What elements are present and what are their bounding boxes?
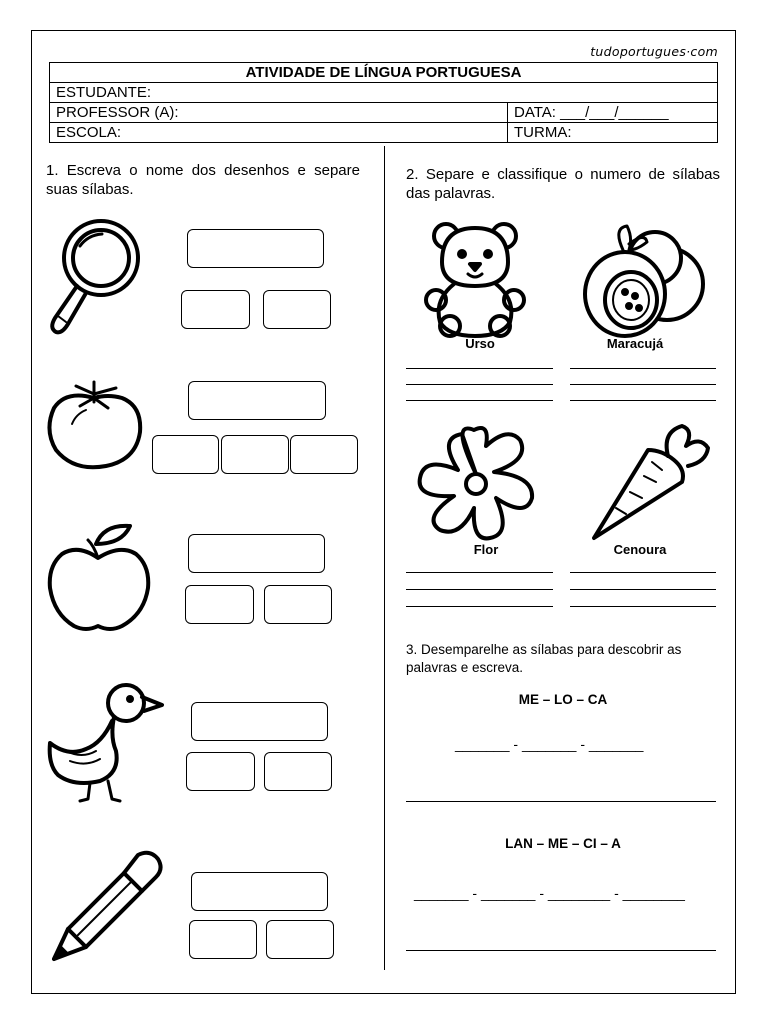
answer-line[interactable] — [570, 572, 716, 573]
syllables-word2: LAN – ME – CI – A — [505, 836, 621, 851]
answer-line[interactable] — [406, 384, 553, 385]
teddy-bear-icon — [424, 220, 530, 338]
answer-line-word1[interactable] — [406, 801, 716, 802]
syllable-blanks-word2[interactable]: _______ - _______ - ________ - ________ — [414, 885, 685, 901]
apple-icon — [48, 522, 150, 634]
answer-line[interactable] — [406, 400, 553, 401]
answer-line[interactable] — [570, 400, 716, 401]
syllable-blanks-word1[interactable]: _______ - _______ - _______ — [455, 736, 644, 752]
duck-icon — [46, 681, 164, 803]
date-field[interactable]: DATA: ___/___/______ — [508, 103, 718, 123]
page-title: ATIVIDADE DE LÍNGUA PORTUGUESA — [50, 63, 718, 83]
answer-line[interactable] — [570, 589, 716, 590]
syllables-word1: ME – LO – CA — [518, 692, 608, 707]
answer-line[interactable] — [406, 589, 553, 590]
syllable-box[interactable] — [264, 752, 332, 791]
syllable-box[interactable] — [263, 290, 331, 329]
syllable-box[interactable] — [189, 920, 257, 959]
student-field[interactable]: ESTUDANTE: — [50, 83, 718, 103]
syllable-box[interactable] — [266, 920, 334, 959]
caption-flor: Flor — [473, 542, 499, 557]
teacher-field[interactable]: PROFESSOR (A): — [50, 103, 508, 123]
carrot-icon — [590, 422, 712, 544]
word-box[interactable] — [191, 702, 328, 741]
school-field[interactable]: ESCOLA: — [50, 123, 508, 143]
word-box[interactable] — [188, 381, 326, 420]
syllable-box[interactable] — [290, 435, 358, 474]
site-watermark: tudoportugues·com — [590, 44, 718, 59]
answer-line-word2[interactable] — [406, 950, 716, 951]
syllable-box[interactable] — [186, 752, 255, 791]
passion-fruit-icon — [583, 224, 707, 340]
flower-icon — [416, 426, 538, 542]
caption-maracuja: Maracujá — [606, 336, 664, 351]
magnifier-icon — [44, 218, 144, 336]
caption-urso: Urso — [465, 336, 495, 351]
pencil-icon — [46, 851, 164, 963]
answer-line[interactable] — [570, 384, 716, 385]
tomato-icon — [46, 380, 144, 470]
class-field[interactable]: TURMA: — [508, 123, 718, 143]
syllable-box[interactable] — [152, 435, 219, 474]
word-box[interactable] — [188, 534, 325, 573]
word-box[interactable] — [191, 872, 328, 911]
column-divider — [384, 146, 385, 970]
header-table — [49, 62, 718, 143]
syllable-box[interactable] — [221, 435, 289, 474]
syllable-box[interactable] — [264, 585, 332, 624]
syllable-box[interactable] — [185, 585, 254, 624]
answer-line[interactable] — [406, 368, 553, 369]
answer-line[interactable] — [570, 606, 716, 607]
q1-instruction: 1. Escreva o nome dos desenhos e separe suas sílabas. — [46, 162, 360, 198]
answer-line[interactable] — [406, 572, 553, 573]
answer-line[interactable] — [406, 606, 553, 607]
syllable-box[interactable] — [181, 290, 250, 329]
word-box[interactable] — [187, 229, 324, 268]
q2-instruction: 2. Separe e classifique o numero de sílabas das palavras. — [406, 166, 720, 202]
answer-line[interactable] — [570, 368, 716, 369]
q3-instruction: 3. Desemparelhe as sílabas para descobrir as palavras e escreva. — [406, 642, 682, 675]
caption-cenoura: Cenoura — [613, 542, 667, 557]
